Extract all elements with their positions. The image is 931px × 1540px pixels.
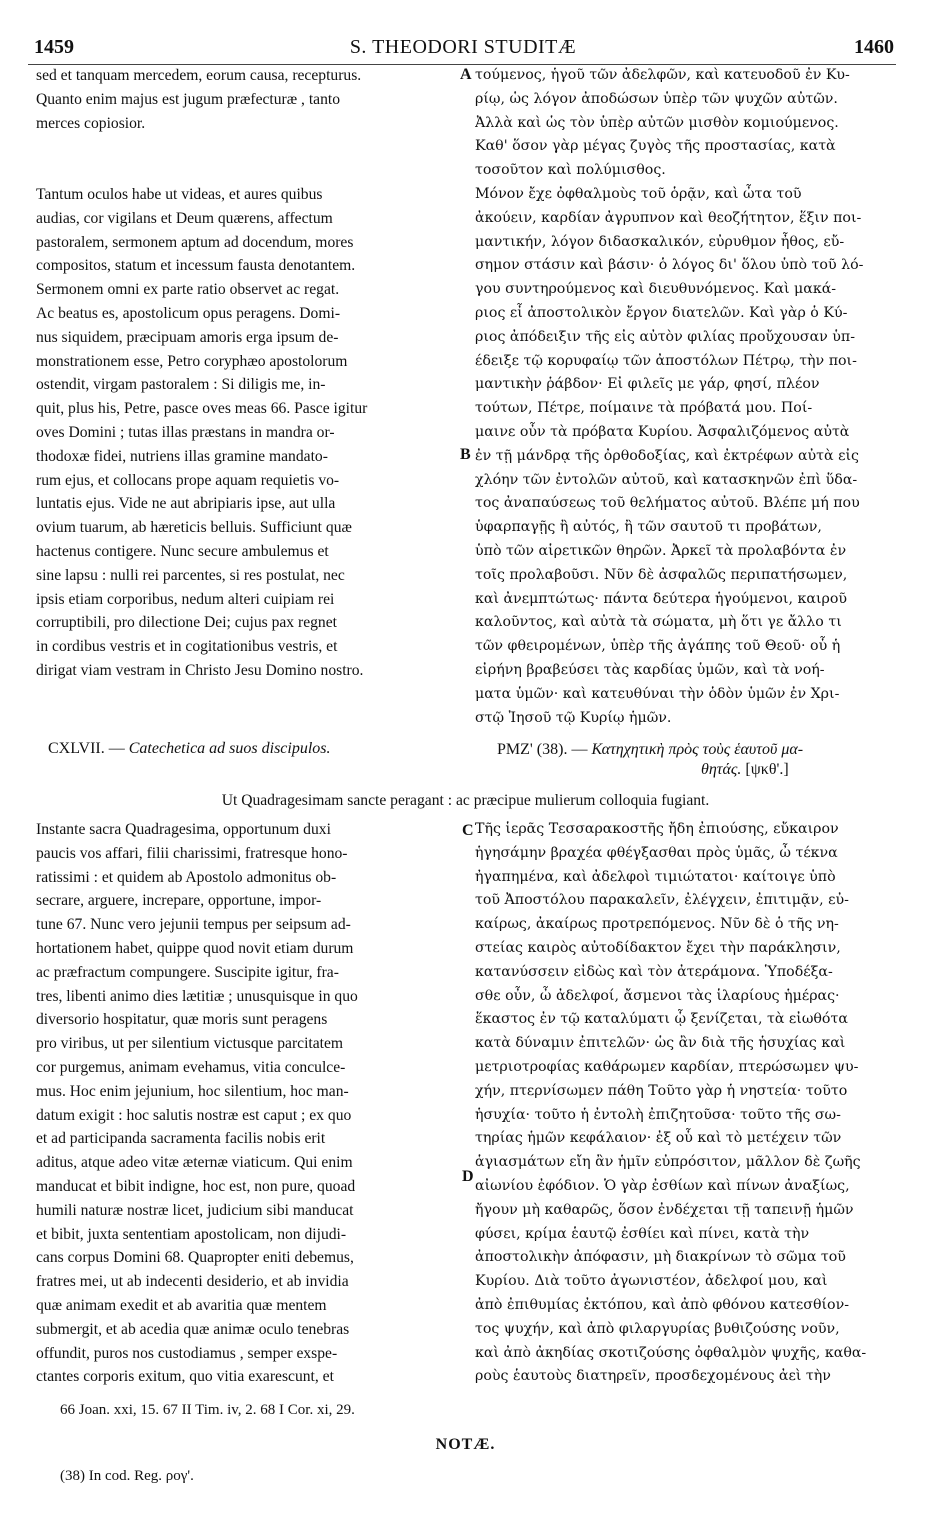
text-line: ἠγαπημένα, καὶ ἀδελφοὶ τιμιώτατοι· καίτοιγε ὑπὸ [475, 868, 836, 885]
text-line: pro viribus, ut per silentium victusque parcitatem [36, 1035, 344, 1053]
text-line: μετριοτροφίας καθάρωμεν καρδίαν, πτερώσωμεν ψυ- [475, 1058, 859, 1075]
text-line: κατανύσσειν εἰδὼς καὶ τὸν ἀτεράμονα. Ὑποδέξα- [475, 963, 833, 980]
text-line: Quanto enim majus est jugum præfecturæ , tanto [36, 90, 341, 108]
text-line: merces copiosior. [36, 114, 146, 132]
text-line: hortationem habet, quippe quod novit etiam durum [36, 939, 354, 957]
text-line: monstrationem esse, Petro coryphæo apostolorum [36, 352, 348, 370]
text-line: Tantum oculos habe ut videas, et aures quibus [36, 185, 323, 203]
text-line: Ac beatus es, apostolicum opus peragens. Domi- [36, 304, 341, 322]
text-line: pastoralem, sermonem aptum ad docendum, mores [36, 233, 354, 251]
text-line: Καθ' ὅσον γὰρ μέγας ζυγὸς τῆς προστασίας, κατὰ [475, 138, 836, 155]
text-line: secrare, arguere, increpare, opportune, impor- [36, 892, 322, 910]
text-line: ὑφαρπαγῇς ἢ αὐτός, ἢ τῶν σαυτοῦ τι προβάτων, [475, 519, 822, 536]
text-line: ροὺς ἑαυτοὺς διατηρεῖν, προσδεχομένους ἀεὶ τὴν [475, 1368, 831, 1385]
text-line: fratres mei, ut ab indecenti desiderio, et ab invidia [36, 1273, 349, 1291]
text-line: et ad participanda sacramenta facilis nobis erit [36, 1130, 326, 1148]
text-line: ipsis etiam corporibus, nedum alteri cuipiam rei [36, 590, 335, 608]
marker-c: C [462, 822, 474, 839]
text-line: τοσοῦτον καὶ πολύμισθος. [475, 162, 666, 179]
text-line: καλοῦντος, καὶ αὐτὰ τὰ σώματα, μὴ ὅτι γε ἄλλο τι [475, 614, 842, 631]
latin-column-top [36, 64, 456, 683]
text-line: rum ejus, et collocans prope aquam requietis vo- [36, 471, 340, 489]
text-line: et bibit, juxta sententiam apostolicam, non dijudi- [36, 1225, 347, 1243]
text-line: Κυρίου. Διὰ τοῦτο ἀγωνιστέον, ἀδελφοί μου, καὶ [475, 1273, 828, 1290]
section-title-latin: Catechetica ad suos discipulos. [128, 740, 331, 757]
section-number-latin: CXLVII. — [48, 740, 125, 757]
text-line: hactenus contigere. Nunc secure ambulemus et [36, 542, 329, 560]
text-line: paucis vos affari, filii charissimi, fratresque hono- [36, 844, 348, 862]
text-line: cans corpus Domini 68. Quapropter eniti debemus, [36, 1249, 354, 1267]
text-line: thodoxæ fidei, nutriens illas gramine mandato- [36, 447, 328, 465]
text-line: ἀκούειν, καρδίαν ἀγρυπνον καὶ θεοζήτητον, ἕξιν ποι- [475, 209, 862, 226]
text-line: ὑπὸ τῶν αἱρετικῶν θηρῶν. Ἀρκεῖ τὰ προλαβόντα ἐν [475, 542, 847, 559]
text-line: Μόνον ἔχε ὀφθαλμοὺς τοῦ ὁρᾷν, καὶ ὦτα τοῦ [475, 185, 802, 202]
text-line: in cordibus vestris et in cogitationibus vestris, et [36, 638, 338, 656]
text-line: nus siquidem, præcipuam amoris erga ipsum de- [36, 328, 339, 346]
section-number-greek: ΡΜΖ' (38). — [497, 741, 588, 758]
text-line: humili naturæ nostræ licet, judicium sibi manducat [36, 1201, 354, 1219]
text-line: offundit, puros nos custodiamus , semper exspe- [36, 1344, 338, 1362]
text-line: εἰρήνη βραβεύσει τὰς καρδίας ὑμῶν, καὶ τὰ νοή- [475, 661, 825, 678]
text-line: καὶ ἀπὸ ἀκηδίας σκοτιζούσης ὀφθαλμὸν ψυχῆς, καθα- [475, 1344, 867, 1361]
text-line: τοῦ Ἀποστόλου παρακαλεῖν, ἐλέγχειν, ἐπιτιμᾷν, εὐ- [475, 892, 849, 909]
text-line: καὶ ἀνεμπτώτως· πάντα δεύτερα ἡγούμενοι, καιροῦ [475, 590, 848, 607]
text-line: ἡσυχία· τοῦτο ἡ ἐντολὴ ἐπιζητοῦσα· τοῦτο τῆς σω- [475, 1106, 841, 1123]
text-line: ἀπὸ ἐπιθυμίας ἐκτόπου, καὶ ἀπὸ φθόνου κατεσθίον- [475, 1296, 850, 1313]
text-line: τούτων, Πέτρε, ποίμαινε τὰ πρόβατά μου. Ποί- [475, 400, 813, 417]
text-line: compositos, statum et incessum fausta denotantem. [36, 257, 356, 275]
text-line: ἡγησάμην βραχέα φθέγξασθαι πρὸς ὑμᾶς, ὦ τέκνα [475, 844, 838, 861]
text-line: quæ animam exedit et ab avaritia quæ mentem [36, 1296, 327, 1314]
text-line: μαινε οὖν τὰ πρόβατα Κυρίου. Ἀσφαλιζόμενος αὐτὰ [475, 423, 850, 440]
page-number-left: 1459 [34, 36, 74, 58]
section-heading-greek [497, 740, 897, 780]
text-line: κατὰ δύναμιν ἐπιτελῶν· ὡς ἂν διὰ τῆς ἡσυχίας καὶ [475, 1035, 846, 1052]
text-line: μαντικήν, λόγον διδασκαλικόν, εὐρυθμον ἦθος, εὔ- [475, 233, 845, 250]
text-line: ἁγιασμάτων εἴη ἂν ἡμῖν εὐπρόσιτον, μᾶλλον δὲ ζωῆς [475, 1154, 861, 1171]
text-line: μαντικὴν ῥάβδον· Εἰ φιλεῖς με γάρ, φησί, πλέον [475, 376, 820, 393]
text-line: ρίῳ, ὡς λόγον ἀποδώσων ὑπὲρ τῶν ψυχῶν αὐτῶν. [475, 90, 838, 107]
section-title-greek: Κατηχητικὴ πρὸς τοὺς ἑαυτοῦ μα- [591, 741, 804, 758]
text-line: datum exigit : hoc salutis nostræ est caput ; ex quo [36, 1106, 352, 1124]
text-line: σθε οὖν, ὦ ἀδελφοί, ἄσμενοι τὰς ἱλαρίους ἡμέρας· [475, 987, 840, 1004]
scripture-footnotes: 66 Joan. xxi, 15. 67 II Tim. iv, 2. 68 I Cor. xi, 29. [60, 1402, 355, 1418]
text-line: tres, libenti animo dies lætitiæ ; unusquisque in quo [36, 987, 358, 1005]
marker-a: A [460, 66, 472, 83]
text-line: submergit, et ab acedia quæ animæ oculo tenebras [36, 1320, 350, 1338]
note-38: (38) In cod. Reg. ρογ'. [60, 1468, 194, 1484]
text-line: ἕκαστος ἐν τῷ καταλύματι ᾧ ξενίζεται, τὰ εἰωθότα [475, 1011, 848, 1028]
text-line: luntatis ejus. Vide ne aut abripiaris ipse, aut ulla [36, 495, 336, 513]
text-line: quit, plus his, Petre, pasce oves meas 66. Pasce igitur [36, 400, 368, 418]
text-line: ἀποστολικὴν ἀπόφασιν, μὴ διακρίνων τὸ σῶμα τοῦ [475, 1249, 846, 1266]
text-line: τος ἀναπαύσεως τοῦ θελήματος αὐτοῦ. Βλέπε μή που [475, 495, 860, 512]
greek-column-bottom [475, 818, 895, 1389]
section-ref-greek: [ψκθ'.] [745, 761, 789, 778]
text-line: καίρως, ἀκαίρως προτρεπόμενος. Νῦν δὲ ὁ τῆς νη- [475, 916, 839, 933]
page-number-right: 1460 [854, 36, 894, 58]
text-line: ματα ὑμῶν· καὶ κατευθύναι τὴν ὁδὸν ὑμῶν ἐν Χρι- [475, 685, 840, 702]
text-line: cor purgemus, animam evehamus, vitia conculce- [36, 1058, 346, 1076]
text-line: ἤγουν μὴ καθαρῶς, ὅσον ἐνδέχεται τῇ ταπεινῇ ἡμῶν [475, 1201, 854, 1218]
marker-d: D [462, 1168, 474, 1185]
notae-heading: NOTÆ. [435, 1436, 496, 1453]
running-title: S. THEODORI STUDITÆ [349, 36, 577, 58]
section-summary: Ut Quadragesimam sancte peragant : ac præcipue mulierum colloquia fugiant. [221, 792, 710, 809]
section-heading-latin [48, 740, 331, 758]
text-line: σημον στάσιν καὶ βάσιν· ὁ λόγος δι' ὅλου ὑπὸ τοῦ λό- [475, 257, 864, 274]
text-line: audias, cor vigilans et Deum quærens, affectum [36, 209, 333, 227]
text-line: αἰωνίου ἐφόδιον. Ὁ γὰρ ἐσθίων καὶ πίνων ἀναξίως, [475, 1177, 850, 1194]
text-line: corruptibili, pro dilectione Dei; cujus pax regnet [36, 614, 337, 632]
text-line: έδειξε τῷ κορυφαίῳ τῶν ἀποστόλων Πέτρῳ, τὴν ποι- [475, 352, 857, 369]
text-line: χήν, πτερνίσωμεν πάθη Τοῦτο γὰρ ἡ νηστεία· τοῦτο [475, 1082, 848, 1099]
text-line: tune 67. Nunc vero jejunii tempus per seipsum ad- [36, 916, 351, 934]
text-line: manducat et bibit indigne, hoc est, non pure, quoad [36, 1177, 356, 1195]
marker-b: B [460, 446, 471, 463]
text-line: ratissimi : et quidem ab Apostolo admonitus ob- [36, 868, 337, 886]
text-line: χλόην τῶν ἐντολῶν αὐτοῦ, καὶ κατασκηνῶν ἐπὶ ὕδα- [475, 471, 858, 488]
text-line: στείας καιρὸς αὐτοδίδακτον ἔχει τὴν παράκλησιν, [475, 939, 841, 956]
text-line: γου συντηρούμενος καὶ διευθυνόμενος. Καὶ μακά- [475, 281, 837, 298]
text-line: στῷ Ἰησοῦ τῷ Κυρίῳ ἡμῶν. [475, 709, 672, 726]
text-line: sine lapsu : nulli rei parcentes, si res postulat, nec [36, 566, 345, 584]
text-line: ostendit, virgam pastoralem : Si diligis me, in- [36, 376, 326, 394]
text-line: τούμενος, ἡγοῦ τῶν ἀδελφῶν, καὶ κατευοδοῦ ἐν Κυ- [475, 67, 850, 83]
text-line: diversorio hospitatur, quæ moris sunt peragens [36, 1011, 328, 1029]
text-line: ovium tuarum, ab hæreticis belluis. Sufficiunt quæ [36, 519, 352, 537]
text-line: ριος εἶ ἀποστολικὸν ἔργον διατελῶν. Καὶ γὰρ ὁ Κύ- [475, 304, 848, 321]
text-line: τῶν φθειρομένων, ὑπὲρ τῆς ἀγάπης τοῦ Θεοῦ· οὗ ἡ [475, 638, 841, 655]
text-line: Sermonem omni ex parte ratio observet ac regat. [36, 281, 340, 299]
text-line: ριος ἀπόδειξιν τῆς εἰς αὐτὸν φιλίας προὔχουσαν ὑπ- [475, 328, 856, 345]
text-line: τηρίας ἡμῶν κεφάλαιον· ἐξ οὗ καὶ τὸ μετέχειν τῶν [475, 1130, 842, 1147]
text-line: τος ψυχήν, καὶ ἀπὸ φιλαργυρίας βυθιζούσης νοῦν, [475, 1320, 840, 1337]
latin-column-bottom [36, 818, 456, 1389]
text-line [36, 135, 456, 159]
text-line: Τῆς ἱερᾶς Τεσσαρακοστῆς ἤδη ἐπιούσης, εὔκαιρον [475, 821, 839, 837]
text-line: τοῖς προλαβοῦσι. Νῦν δὲ ἀσφαλῶς περιπατήσωμεν, [475, 566, 848, 583]
greek-column-top [475, 64, 895, 730]
text-line: Instante sacra Quadragesima, opportunum duxi [36, 821, 331, 838]
text-line: sed et tanquam mercedem, eorum causa, recepturus. [36, 67, 362, 84]
text-line: ac præfractum compungere. Suscipite igitur, fra- [36, 963, 339, 981]
text-line: Ἀλλὰ καὶ ὡς τὸν ὑπὲρ αὐτῶν μισθὸν κομιούμενος. [475, 114, 839, 131]
text-line [36, 159, 456, 183]
text-line: ctantes corporis exitum, quo vitia exarescunt, et [36, 1368, 334, 1386]
section-title-greek-2: θητάς. [701, 761, 742, 778]
page-header [28, 36, 898, 64]
text-line: ἐν τῇ μάνδρᾳ τῆς ὀρθοδοξίας, καὶ ἐκτρέφων αὐτὰ εἰς [475, 447, 859, 464]
text-line: oves Domini ; tutas illas præstans in mandra or- [36, 423, 335, 441]
text-line: aditus, atque adeo vitæ æternæ viaticum. Qui enim [36, 1154, 353, 1172]
text-line: dirigat viam vestram in Christo Jesu Domino nostro. [36, 661, 364, 679]
text-line: mus. Hoc enim jejunium, hoc silentium, hoc man- [36, 1082, 349, 1100]
text-line: φύσει, κρίμα ἑαυτῷ ἐσθίει καὶ πίνει, κατὰ τὴν [475, 1225, 810, 1242]
